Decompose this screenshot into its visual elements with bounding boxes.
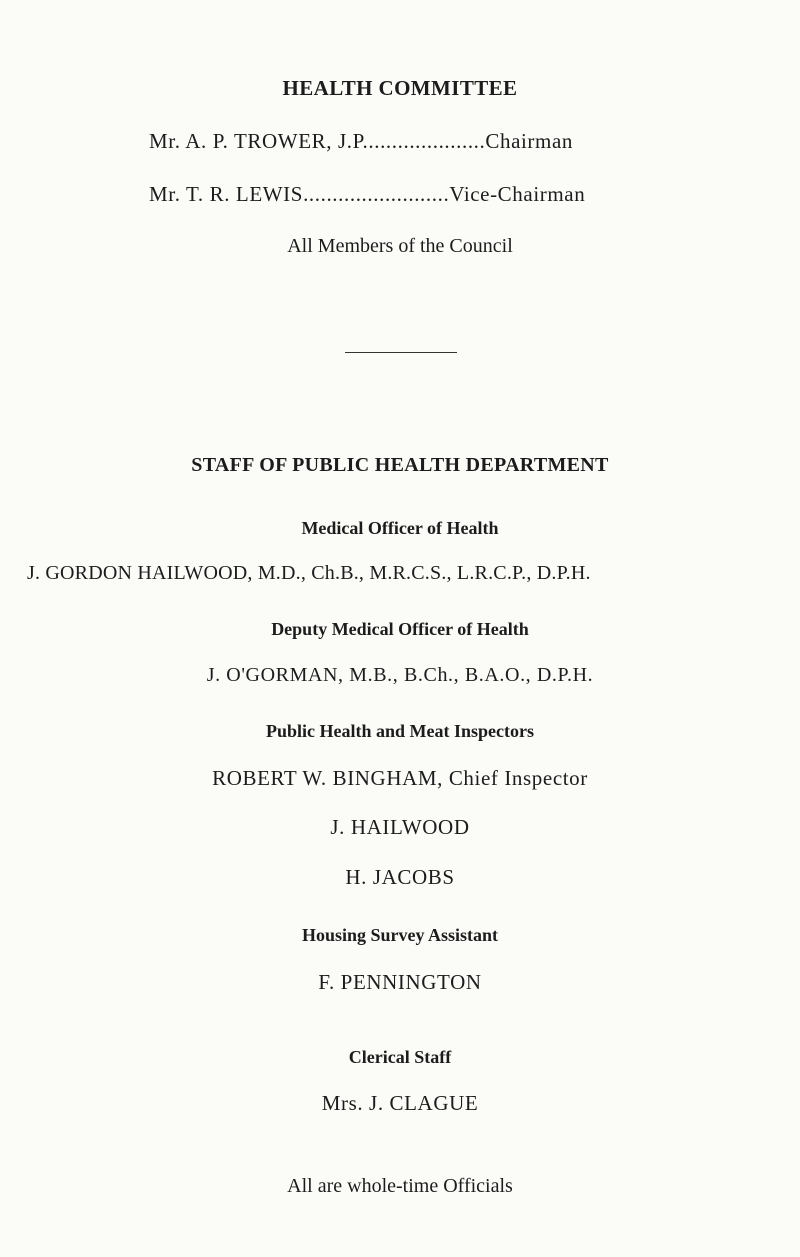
inspector-name: J. HAILWOOD [330, 815, 470, 839]
chairman-line [149, 129, 573, 154]
chairman-role: Chairman [485, 129, 573, 153]
clerical-name: Mrs. J. CLAGUE [321, 1091, 479, 1115]
chairman-name: Mr. A. P. TROWER, J.P. [149, 129, 369, 153]
inspector-name: ROBERT W. BINGHAM, Chief Inspector [212, 766, 588, 790]
inspectors-heading: Public Health and Meat Inspectors [266, 721, 534, 741]
section-divider [345, 352, 457, 353]
committee-title: HEALTH COMMITTEE [282, 76, 518, 100]
deputy-name: J. O'GORMAN, M.B., B.Ch., B.A.O., D.P.H. [206, 664, 594, 686]
vice-chairman-name: Mr. T. R. LEWIS [149, 182, 304, 206]
inspector-name: H. JACOBS [345, 865, 455, 889]
housing-heading: Housing Survey Assistant [301, 925, 499, 945]
staff-title: STAFF OF PUBLIC HEALTH DEPARTMENT [191, 454, 609, 476]
clerical-heading: Clerical Staff [348, 1047, 452, 1067]
chairman-leader-dots: .................... [368, 129, 486, 153]
moh-name: J. GORDON HAILWOOD, M.D., Ch.B., M.R.C.S., L.R.C.P., D.P.H. [27, 562, 591, 584]
vice-chairman-leader-dots: ......................... [303, 182, 450, 206]
housing-name: F. PENNINGTON [318, 970, 482, 994]
vice-chairman-role: Vice-Chairman [449, 182, 586, 206]
deputy-heading: Deputy Medical Officer of Health [271, 619, 529, 639]
committee-members: All Members of the Council [287, 235, 513, 257]
moh-heading: Medical Officer of Health [301, 518, 499, 538]
vice-chairman-line [149, 182, 585, 207]
footer-note: All are whole-time Officials [287, 1175, 513, 1197]
